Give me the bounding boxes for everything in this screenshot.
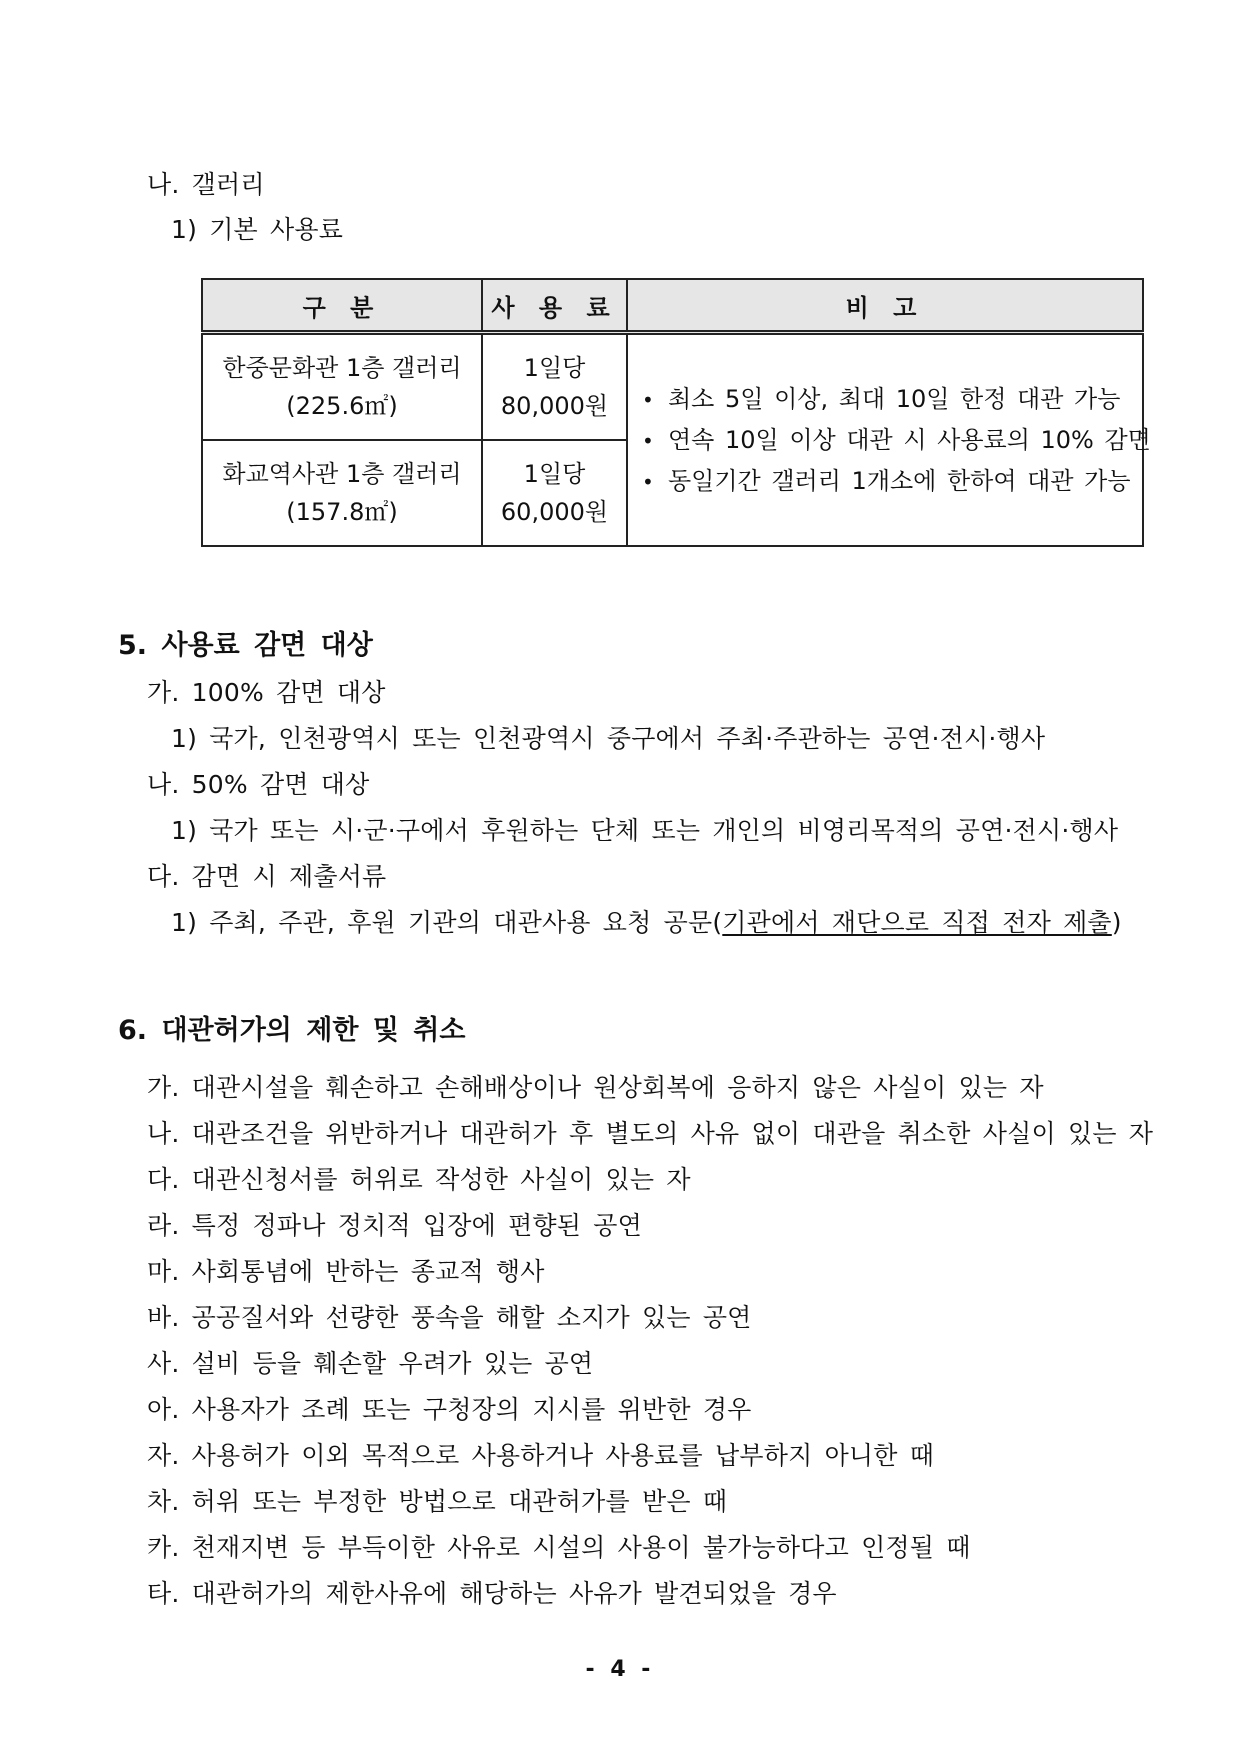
- remark-text: 동일기간 갤러리 1개소에 한하여 대관 가능: [668, 466, 1131, 495]
- section5-item-na-1: 1) 국가 또는 시·군·구에서 후원하는 단체 또는 개인의 비영리목적의 공연·전시·행사: [171, 816, 1119, 845]
- gallery-fee-table: [201, 278, 1151, 547]
- fee-unit: 1일당: [523, 460, 586, 488]
- fee-unit: 1일당: [523, 354, 586, 382]
- list-item: 타. 대관허가의 제한사유에 해당하는 사유가 발견되었을 경우: [147, 1579, 837, 1608]
- gallery-area: (157.8㎡): [286, 498, 398, 526]
- bullet-icon: •: [642, 387, 654, 412]
- list-item: 바. 공공질서와 선량한 풍속을 해할 소지가 있는 공연: [147, 1303, 752, 1332]
- section5-item-ga: 가. 100% 감면 대상: [147, 678, 386, 707]
- section5-item-da: 다. 감면 시 제출서류: [147, 862, 387, 891]
- header-remarks: 비 고: [627, 279, 1143, 333]
- remark-text: 연속 10일 이상 대관 시 사용료의 10% 감면: [668, 425, 1151, 454]
- list-item: 자. 사용허가 이외 목적으로 사용하거나 사용료를 납부하지 아니한 때: [147, 1441, 935, 1470]
- section5-item-da-1: [171, 906, 1122, 940]
- gallery-name-cell: [202, 440, 482, 546]
- table-row: [202, 333, 1143, 441]
- gallery-area: (225.6㎡): [286, 392, 398, 420]
- list-item: 아. 사용자가 조례 또는 구청장의 지시를 위반한 경우: [147, 1395, 752, 1424]
- fee-amount: 60,000원: [500, 498, 609, 526]
- table-header-row: [202, 279, 1143, 333]
- list-item: 다. 대관신청서를 허위로 작성한 사실이 있는 자: [147, 1165, 691, 1194]
- gallery-name: 화교역사관 1층 갤러리: [222, 460, 462, 488]
- section5-item-ga-1: 1) 국가, 인천광역시 또는 인천광역시 중구에서 주최·주관하는 공연·전시·행사: [171, 724, 1046, 753]
- header-fee: 사 용 료: [482, 279, 627, 333]
- gallery-name: 한중문화관 1층 갤러리: [222, 354, 462, 382]
- list-item: 마. 사회통념에 반하는 종교적 행사: [147, 1257, 545, 1286]
- list-item: 차. 허위 또는 부정한 방법으로 대관허가를 받은 때: [147, 1487, 728, 1516]
- da-1-suffix: ): [1111, 908, 1122, 937]
- header-category: 구 분: [202, 279, 482, 333]
- list-item: 카. 천재지변 등 부득이한 사유로 시설의 사용이 불가능하다고 인정될 때: [147, 1533, 971, 1562]
- fee-amount: 80,000원: [500, 392, 609, 420]
- da-1-prefix: 1) 주최, 주관, 후원 기관의 대관사용 요청 공문(: [171, 908, 723, 937]
- gallery-fee-cell: [482, 440, 627, 546]
- list-item: 나. 대관조건을 위반하거나 대관허가 후 별도의 사유 없이 대관을 취소한 사실이 있는 자: [147, 1119, 1154, 1148]
- gallery-name-cell: [202, 333, 482, 441]
- section5-title: 5. 사용료 감면 대상: [118, 630, 373, 661]
- list-item: 라. 특정 정파나 정치적 입장에 편향된 공연: [147, 1211, 642, 1240]
- remark-item: [642, 420, 1151, 461]
- list-item: 가. 대관시설을 훼손하고 손해배상이나 원상회복에 응하지 않은 사실이 있는 자: [147, 1073, 1044, 1102]
- gallery-fee-cell: [482, 333, 627, 441]
- bullet-icon: •: [642, 469, 654, 494]
- gallery-heading: 나. 갤러리: [147, 170, 265, 199]
- remark-text: 최소 5일 이상, 최대 10일 한정 대관 가능: [668, 384, 1121, 413]
- da-1-underlined: 기관에서 재단으로 직접 전자 제출: [722, 908, 1112, 937]
- list-item: 사. 설비 등을 훼손할 우려가 있는 공연: [147, 1349, 594, 1378]
- page-number: - 4 -: [585, 1657, 655, 1682]
- remark-item: [642, 461, 1142, 502]
- remarks-cell: [627, 333, 1151, 547]
- bullet-icon: •: [642, 428, 654, 453]
- section5-item-na: 나. 50% 감면 대상: [147, 770, 370, 799]
- remark-item: [642, 379, 1142, 420]
- gallery-subheading: 1) 기본 사용료: [171, 215, 344, 244]
- section6-title: 6. 대관허가의 제한 및 취소: [118, 1015, 466, 1046]
